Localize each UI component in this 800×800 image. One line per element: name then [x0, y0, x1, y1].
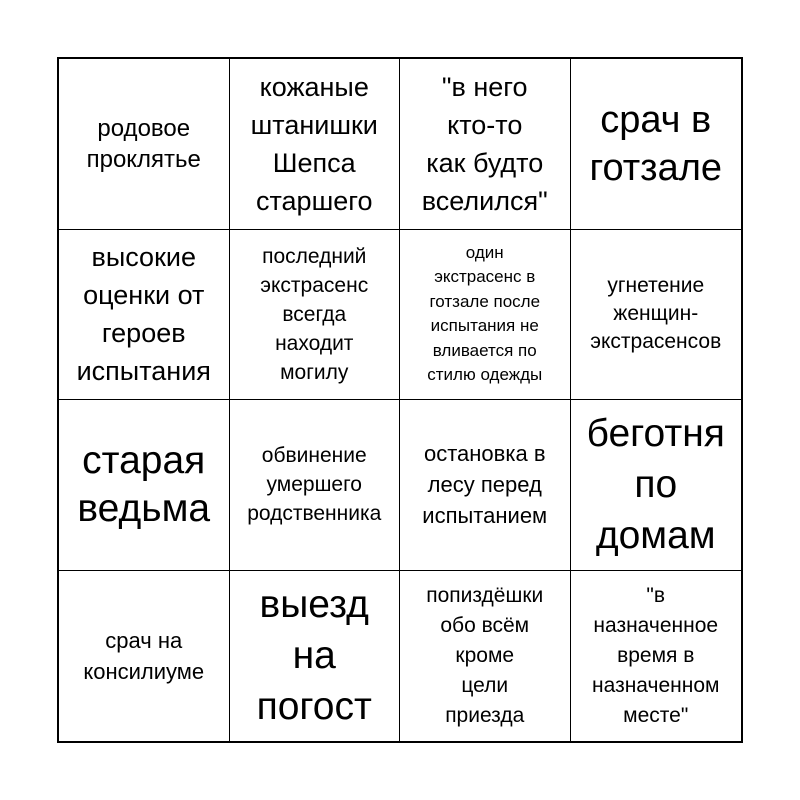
cell-text: срач на консилиуме [83, 627, 205, 684]
cell-text: остановка в лесу перед испытанием [422, 441, 548, 529]
bingo-cell-5[interactable] [59, 230, 230, 401]
cell-text: обвинение умершего родственника [247, 444, 382, 526]
bingo-cell-2[interactable] [230, 59, 401, 230]
bingo-cell-10[interactable] [230, 400, 401, 571]
bingo-cell-12[interactable] [571, 400, 742, 571]
cell-text: угнетение женщин- экстрасенсов [590, 274, 722, 354]
cell-text: высокие оценки от героев испытания [76, 242, 211, 387]
cell-text: "в него кто-то как будто вселился" [421, 71, 548, 216]
cell-text: срач в готзале [589, 98, 723, 189]
cell-text: последний экстрасенс всегда находит могилу [260, 244, 369, 384]
cell-text: кожаные штанишки Шепса старшего [250, 71, 378, 216]
bingo-cell-13[interactable] [59, 571, 230, 742]
bingo-cell-7[interactable] [400, 230, 571, 401]
bingo-cell-1[interactable] [59, 59, 230, 230]
cell-text: выезд на погост [256, 583, 372, 729]
bingo-cell-11[interactable] [400, 400, 571, 571]
bingo-cell-9[interactable] [59, 400, 230, 571]
cell-text: "в назначенное время в назначенном месте" [592, 583, 720, 727]
cell-text: беготня по домам [586, 412, 725, 558]
cell-text: родовое проклятье [86, 114, 201, 173]
cell-text: старая ведьма [77, 438, 211, 530]
bingo-cell-16[interactable] [571, 571, 742, 742]
bingo-cell-8[interactable] [571, 230, 742, 401]
bingo-cell-14[interactable] [230, 571, 401, 742]
bingo-cell-6[interactable] [230, 230, 401, 401]
cell-text: один экстрасенс в готзале после испытания не вливается по стилю одежды [427, 242, 543, 385]
bingo-cell-4[interactable] [571, 59, 742, 230]
bingo-cell-3[interactable] [400, 59, 571, 230]
bingo-board [57, 57, 743, 743]
cell-text: попиздёшки обо всём кроме цели приезда [426, 583, 544, 727]
bingo-cell-15[interactable] [400, 571, 571, 742]
